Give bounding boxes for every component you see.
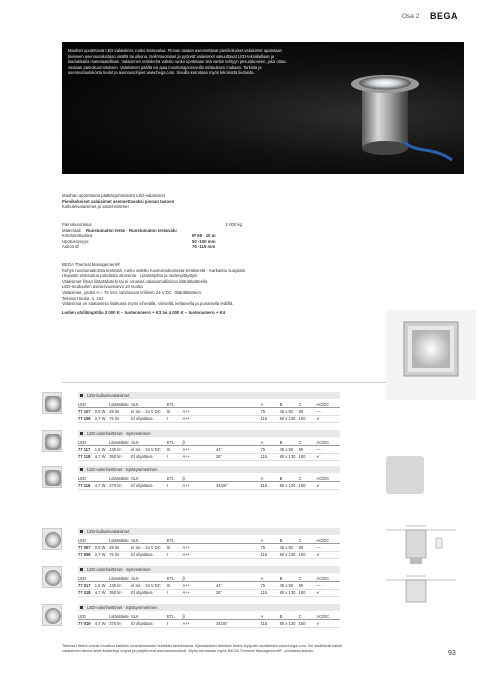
product-line-3: Kulkuteivalaisimet ja valonheittimet xyxy=(62,204,129,210)
table-cell: I xyxy=(166,621,168,627)
column-header: SLK xyxy=(131,537,139,543)
column-header: β xyxy=(182,575,185,581)
product-thumbnail xyxy=(42,604,62,626)
table-cell: I xyxy=(166,416,168,422)
table-cell: 75 xyxy=(260,447,266,453)
table-cell: El ohjattava xyxy=(131,483,153,489)
table-cell: III xyxy=(166,583,171,589)
table-cell: 80 x 130 xyxy=(279,552,296,558)
spec-value: 2 000 kg xyxy=(225,222,242,227)
feature-line: Kehys ruostumattomta teräestä, runko valettu ruostumattomasta teräksestä · Karkaistu suojalasi xyxy=(62,267,245,273)
product-thumbnail xyxy=(42,392,62,414)
luminaire-icon xyxy=(45,532,61,548)
table-cell: 80 x 130 xyxy=(279,621,296,627)
table-cell: 100 xyxy=(298,454,306,460)
table-cell: A++ xyxy=(182,454,190,460)
table-row xyxy=(78,415,340,422)
column-header xyxy=(95,401,110,408)
column-header: AC/DC xyxy=(316,475,330,481)
column-header: β xyxy=(182,613,185,619)
group-title: LED-valonheittimet · Epäsymmetrinen xyxy=(87,605,158,610)
table-cell: 75 lm xyxy=(109,416,120,422)
spec-key: Kotelointiluokka xyxy=(62,233,93,239)
column-header: C xyxy=(298,537,302,543)
table-cell: 1,5 W xyxy=(94,583,106,589)
table-row xyxy=(78,551,340,558)
column-header: A xyxy=(260,439,264,445)
article-number: 77 018 xyxy=(78,590,91,596)
column-header: A xyxy=(260,613,264,619)
column-header xyxy=(216,475,261,482)
table-row xyxy=(78,589,340,596)
table-cell: — xyxy=(316,447,321,453)
column-header: β xyxy=(182,475,185,481)
table-cell xyxy=(216,544,261,551)
table-cell: 75 lm xyxy=(109,552,120,558)
hero-description: Maahan upotettavat LED-valaisimet, runko teräsvalua. Pinnan tasaan asennettavat pienikokoiset valaisimet upotetaan tiiviiseen asennusalustaan sisällä tai ulkona. Neliömuotoiset ja pyöreät valaisimet vakuuttavat LED-tekniikallaan ja laadukkailla materiaaleillaan. Valaisimen teräskehä valettu runko upotetaan sitä varten tehtyyn pesurakoseen, joka ottaa vastaan painokuormituksen. Valaisimen päällä voi ajaa moottoriajoneuvolla rahtauksen mukaan. Tarkista ja asennustaulukosta tiedot ja asennusohjeet www.bega.com. Sivuilla kerrotaan myös teknisistä tiedoista. xyxy=(68,48,286,75)
column-header: Liitäntäkite xyxy=(109,613,129,619)
spec-list xyxy=(62,222,262,250)
table-cell: ei sis. · 24 V DC xyxy=(131,447,161,453)
group-title-bar xyxy=(78,466,340,473)
column-header: ETL xyxy=(166,537,175,543)
column-header: ETL xyxy=(166,613,175,619)
table-cell: 80 xyxy=(298,545,304,551)
column-header: C xyxy=(298,575,302,581)
product-thumbnail xyxy=(42,528,62,550)
product-thumbnail xyxy=(42,566,62,588)
spec-key: Painokuormitus xyxy=(62,222,92,227)
column-header xyxy=(95,439,110,446)
feature-line: Valaisimia on saatavissa lisäkusta myös vihreällä, sinisellä, keltaisella ja punaisella lediillä. xyxy=(62,301,234,307)
table-cell: A++ xyxy=(182,447,190,453)
table-cell: 80 x 130 xyxy=(279,454,296,460)
table-cell: ei sis. · 24 V DC xyxy=(131,409,161,415)
column-header: LED xyxy=(78,439,86,445)
table-cell: 80 xyxy=(298,447,304,453)
column-header: ETL xyxy=(166,439,175,445)
column-header: C xyxy=(298,475,302,481)
group-title-bar xyxy=(78,392,340,399)
table-row xyxy=(78,544,340,551)
column-header: SLK xyxy=(131,613,139,619)
column-header: A xyxy=(260,575,264,581)
column-header: LED xyxy=(78,401,86,407)
column-header: AC/DC xyxy=(316,613,330,619)
spec-material: Ruostumaton teräs · Ruostumaton teräsvalu xyxy=(86,227,177,233)
column-header xyxy=(182,401,216,408)
spec-value: IP 68 · 10 m xyxy=(192,233,216,239)
bullet-icon xyxy=(80,606,83,609)
table-cell: 4,7 W xyxy=(94,483,106,489)
table-cell: 45 x 92 xyxy=(279,447,294,453)
column-header: ETL xyxy=(166,475,175,481)
table-cell: 115 xyxy=(260,483,268,489)
group-title-bar xyxy=(78,430,340,437)
table-cell: 80 xyxy=(298,583,304,589)
column-header: B xyxy=(279,575,283,581)
product-table xyxy=(78,575,340,597)
column-header: LED xyxy=(78,475,86,481)
table-cell: 4,7 W xyxy=(94,454,106,460)
column-header xyxy=(95,537,110,544)
table-cell: 0,8 W xyxy=(94,545,106,551)
table-cell: 115 xyxy=(260,590,268,596)
column-header: B xyxy=(279,401,283,407)
article-number: 77 019 xyxy=(78,621,91,627)
column-header: Liitäntäkite xyxy=(109,575,129,581)
table-cell: El ohjattava xyxy=(131,454,153,460)
table-cell: III xyxy=(166,545,171,551)
column-header: AC/DC xyxy=(316,401,330,407)
table-cell: I xyxy=(166,552,168,558)
article-number: 77 107 xyxy=(78,409,91,415)
table-cell: 350 lm xyxy=(109,590,122,596)
column-header: B xyxy=(279,475,283,481)
footnote: Tekniset tiedot voivat muuttua kaikkiin ominaisuuksiin tehdään tarkistuksia. Ajantasaiset tekniset tiedot löytyvät osoitteesta www.bega.com. Ne sisältävät kaikki valaisimen tiedot sekä lisätietoja ohjeet ja projektointi-asennustaulukot. Myös kerrotaan myös BEGA Thermal Management® -ominaisuuksista. xyxy=(62,643,343,654)
column-header: A xyxy=(260,401,264,407)
table-cell: 45 x 92 xyxy=(279,409,294,415)
table-cell: 135 lm xyxy=(109,447,122,453)
column-header: SLK xyxy=(131,439,139,445)
luminaire-icon xyxy=(45,434,61,450)
table-cell: ✔ xyxy=(316,416,320,422)
column-header xyxy=(182,537,216,544)
column-header: β xyxy=(182,439,185,445)
column-header: C xyxy=(298,613,302,619)
column-header xyxy=(95,575,110,582)
table-cell: 44° xyxy=(215,447,223,453)
table-cell: El ohjattava xyxy=(131,552,153,558)
table-cell: A++ xyxy=(182,416,190,422)
product-thumbnail xyxy=(42,466,62,488)
table-cell: 100 xyxy=(298,416,306,422)
table-cell: 45 x 92 xyxy=(279,545,294,551)
table-cell: 350 lm xyxy=(109,454,122,460)
table-cell: 80 x 130 xyxy=(279,483,296,489)
column-header: Liitäntäkite xyxy=(109,439,129,445)
feature-line: Valaisimet, joiden A = 75 mm, tarvitsevat erillisen 24 V DC -liitäntälaitteen. xyxy=(62,289,203,295)
table-cell: 2,7 W xyxy=(94,416,106,422)
spec-key: Materiaali xyxy=(62,227,81,233)
table-cell: 75 xyxy=(260,545,266,551)
table-cell: 80 xyxy=(298,409,304,415)
table-cell: — xyxy=(316,583,321,589)
article-number: 77 017 xyxy=(78,583,91,589)
product-table xyxy=(78,537,340,559)
hero-image xyxy=(62,42,464,174)
table-cell: 28° xyxy=(215,590,223,596)
table-cell: — xyxy=(316,545,321,551)
bullet-icon xyxy=(80,468,83,471)
group-title: LED-valonheittimet · Symmetrinen xyxy=(87,567,151,572)
bullet-icon xyxy=(80,568,83,571)
column-header: C xyxy=(298,401,302,407)
table-cell: 100 xyxy=(298,621,306,627)
table-cell: I xyxy=(166,590,168,596)
table-cell xyxy=(216,415,261,422)
section-label: Osa 2 xyxy=(402,13,420,20)
table-cell: 34/35° xyxy=(215,483,228,489)
bullet-icon xyxy=(80,394,83,397)
column-header xyxy=(216,575,261,582)
column-header: B xyxy=(279,537,283,543)
installation-diagram-round xyxy=(386,524,456,574)
table-cell: 115 xyxy=(260,621,268,627)
bullet-icon xyxy=(80,530,83,533)
table-cell: 75 xyxy=(260,583,266,589)
table-cell: III xyxy=(166,409,171,415)
column-header xyxy=(95,613,110,620)
table-cell: A++ xyxy=(182,545,190,551)
square-fixture-icon xyxy=(386,310,476,400)
feature-line: Heijastin eloksoitua puhdasta alumiinia · Liitäntäjohto ja vedenpitäyttyin xyxy=(62,273,198,279)
table-row xyxy=(78,446,340,453)
table-cell: A++ xyxy=(182,621,190,627)
feature-line: Tekniset tiedot, s. 222 xyxy=(62,295,104,301)
group-title: LED-kulkutievalaisimet xyxy=(87,393,130,398)
feature-line: BEGA Thermal Management® xyxy=(62,262,121,267)
table-cell: ✔ xyxy=(316,454,320,460)
table-cell xyxy=(216,408,261,415)
table-cell: ✔ xyxy=(316,552,320,558)
table-cell: A++ xyxy=(182,590,190,596)
article-number: 77 007 xyxy=(78,545,91,551)
article-number: 77 116 xyxy=(78,483,91,489)
column-header: LED xyxy=(78,537,86,543)
table-cell: 28° xyxy=(215,454,223,460)
column-header: ETL xyxy=(166,575,175,581)
group-title: LED-kulkutievalaisimet xyxy=(87,529,130,534)
table-cell: 135 lm xyxy=(109,583,122,589)
product-line-2: Pienikokoiset valaisimet asennettavaksi pinnan tasoon xyxy=(62,198,175,204)
table-cell: I xyxy=(166,454,168,460)
column-header: Liitäntäkite xyxy=(109,537,129,543)
table-row xyxy=(78,408,340,415)
luminaire-icon xyxy=(45,470,61,486)
square-fixture-side-image xyxy=(386,456,424,494)
table-cell: 75 xyxy=(260,409,266,415)
table-cell: A++ xyxy=(182,552,190,558)
column-header xyxy=(216,439,261,446)
group-title-bar xyxy=(78,528,340,535)
table-cell: ✔ xyxy=(316,621,320,627)
column-header: B xyxy=(279,439,283,445)
product-table xyxy=(78,401,340,423)
column-header: Liitäntäkite xyxy=(109,401,129,407)
article-number: 77 008 xyxy=(78,552,91,558)
table-cell: — xyxy=(316,409,321,415)
product-line-1: Maahan upotettavat pääliäsjohteisiukit LED-valaisimet xyxy=(62,193,165,198)
column-header: LED xyxy=(78,613,86,619)
page-number: 93 xyxy=(448,650,456,657)
column-header xyxy=(216,613,261,620)
table-cell: 100 xyxy=(298,590,306,596)
group-title-bar xyxy=(78,604,340,611)
table-row xyxy=(78,582,340,589)
table-cell: A++ xyxy=(182,409,190,415)
square-luminaire-image xyxy=(386,310,476,400)
table-row xyxy=(78,482,340,489)
feature-line: LED-moduulien asetusvuosiarvo 10 vuotta xyxy=(62,284,143,290)
brand-logo: BEGA xyxy=(430,11,459,21)
feature-line: Ledien värilämpötila 3 000 K – tuotenumero + K3 tai 4 000 K – tuotenumero + K4 xyxy=(62,309,226,315)
column-header: AC/DC xyxy=(316,537,330,543)
table-cell: 100 xyxy=(298,483,306,489)
table-cell: 80 x 130 xyxy=(279,590,296,596)
table-cell: I xyxy=(166,483,168,489)
column-header: SLK xyxy=(131,401,139,407)
table-cell: A++ xyxy=(182,483,190,489)
feature-line: Valaisimet ilman liitäntäkotelo tai ei omassa valaisumallisissa liitäntätaitteella xyxy=(62,278,208,284)
article-number: 77 108 xyxy=(78,416,91,422)
table-cell: 80 x 130 xyxy=(279,416,296,422)
column-header: SLK xyxy=(131,575,139,581)
column-header: ETL xyxy=(166,401,175,407)
column-header xyxy=(95,475,110,482)
article-number: 77 118 xyxy=(78,454,91,460)
table-cell: El ohjattava xyxy=(131,621,153,627)
table-cell xyxy=(216,551,261,558)
table-cell: El ohjattava xyxy=(131,590,153,596)
table-cell: 25 lm xyxy=(109,409,120,415)
table-cell: 115 xyxy=(260,454,268,460)
product-thumbnail xyxy=(42,430,62,452)
spec-key: Aukon Ø xyxy=(62,244,79,250)
column-header: AC/DC xyxy=(316,575,330,581)
spec-key: Upotussyvyys xyxy=(62,238,89,244)
table-cell: 34/35° xyxy=(215,621,228,627)
table-cell: 370 lm xyxy=(109,621,122,627)
table-cell: 100 xyxy=(298,552,306,558)
table-cell: ✔ xyxy=(316,590,320,596)
product-table xyxy=(78,613,340,628)
luminaire-icon xyxy=(45,396,61,412)
group-title: LED-valonheittimet · Epäsymmetrinen xyxy=(87,467,158,472)
table-cell: 4,7 W xyxy=(94,621,106,627)
product-table xyxy=(78,439,340,461)
luminaire-icon xyxy=(45,608,61,624)
table-cell: 45 x 92 xyxy=(279,583,294,589)
column-header: AC/DC xyxy=(316,439,330,445)
column-header xyxy=(216,401,261,408)
spec-value: 75 -115 mm xyxy=(192,244,216,250)
table-row xyxy=(78,620,340,627)
column-header: C xyxy=(298,439,302,445)
table-cell: ei sis. · 24 V DC xyxy=(131,545,161,551)
product-intro xyxy=(62,193,322,210)
table-row xyxy=(78,453,340,460)
column-header: Liitäntäkite xyxy=(109,475,129,481)
table-cell: 0,8 W xyxy=(94,409,106,415)
table-cell: ✔ xyxy=(316,483,320,489)
table-cell: 4,7 W xyxy=(94,590,106,596)
column-header: A xyxy=(260,475,264,481)
table-cell: El ohjattava xyxy=(131,416,153,422)
column-header xyxy=(216,537,261,544)
feature-list xyxy=(62,262,342,315)
table-cell: ei sis. · 24 V DC xyxy=(131,583,161,589)
group-title-bar xyxy=(78,566,340,573)
column-header: LED xyxy=(78,575,86,581)
table-cell: 115 xyxy=(260,416,268,422)
column-header: A xyxy=(260,537,264,543)
table-cell: 2,7 W xyxy=(94,552,106,558)
spec-value: 50 -100 mm xyxy=(192,238,216,244)
table-cell: A++ xyxy=(182,583,190,589)
table-cell: 44° xyxy=(215,583,223,589)
table-cell: 1,5 W xyxy=(94,447,106,453)
group-title: LED-valonheittimet · Symmetrinen xyxy=(87,431,151,436)
article-number: 77 117 xyxy=(78,447,91,453)
product-table xyxy=(78,475,340,490)
table-cell: 370 lm xyxy=(109,483,122,489)
bullet-icon xyxy=(80,432,83,435)
table-cell: III xyxy=(166,447,171,453)
table-cell: 25 lm xyxy=(109,545,120,551)
luminaire-icon xyxy=(45,570,61,586)
installation-diagram-square xyxy=(386,574,456,624)
table-cell: 115 xyxy=(260,552,268,558)
column-header: B xyxy=(279,613,283,619)
column-header: SLK xyxy=(131,475,139,481)
